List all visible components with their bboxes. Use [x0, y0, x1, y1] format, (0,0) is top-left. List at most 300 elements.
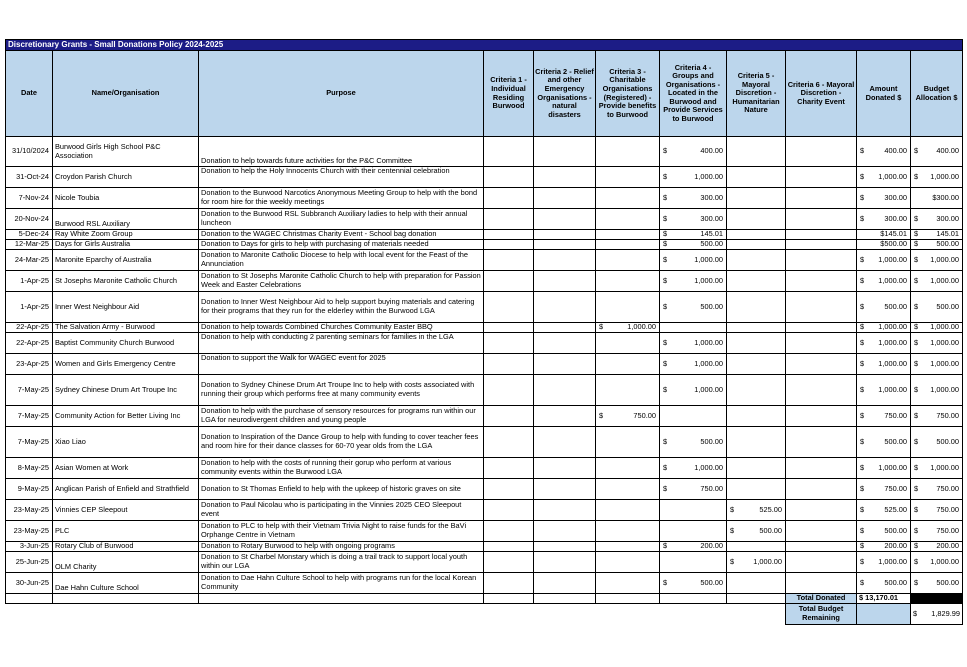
criteria-5-cell [727, 209, 786, 230]
name-cell: Women and Girls Emergency Centre [53, 354, 199, 375]
criteria-4-cell [660, 573, 727, 594]
header-purpose: Purpose [199, 51, 484, 137]
name-cell: Vinnies CEP Sleepout [53, 500, 199, 521]
budget-cell [911, 479, 963, 500]
criteria-6-cell [786, 250, 857, 271]
currency-symbol: $ [914, 483, 919, 493]
criteria-2-cell [534, 552, 596, 573]
header-criteria-4: Criteria 4 - Groups and Organisations - Located in the Burwood and Provide Services to Burwood [660, 51, 727, 137]
currency-symbol: $ [663, 337, 668, 347]
name-cell: Rotary Club of Burwood [53, 542, 199, 552]
name-cell: Sydney Chinese Drum Art Troupe Inc [53, 375, 199, 406]
criteria-3-cell [596, 479, 660, 500]
criteria-2-cell [534, 333, 596, 354]
currency-symbol: $ [860, 358, 865, 368]
table-row [6, 292, 963, 323]
criteria-3-cell [596, 230, 660, 240]
criteria-4-cell [660, 479, 727, 500]
criteria-3-cell [596, 323, 660, 333]
date-cell: 25-Jun-25 [6, 552, 53, 573]
date-cell: 20-Nov-24 [6, 209, 53, 230]
table-row [6, 271, 963, 292]
money-value: 1,000.00 [878, 358, 907, 368]
money-value: 1,000.00 [930, 556, 960, 566]
criteria-3-cell [596, 427, 660, 458]
currency-symbol: $ [914, 322, 919, 332]
currency-symbol: $ [860, 483, 865, 493]
money-value: 500.00 [884, 436, 907, 446]
criteria-1-cell [484, 354, 534, 375]
money-value: 1,000.00 [627, 322, 656, 332]
currency-symbol: $ [860, 322, 865, 332]
currency-symbol: $ [860, 275, 865, 285]
money-value: 1,000.00 [878, 337, 907, 347]
criteria-4-cell [660, 137, 727, 167]
total-remaining-value-cell [911, 604, 963, 625]
date-cell: 7-May-25 [6, 375, 53, 406]
criteria-1-cell [484, 427, 534, 458]
currency-symbol: $ [860, 146, 865, 156]
table-row [6, 406, 963, 427]
criteria-2-cell [534, 137, 596, 167]
money-value: 500.00 [884, 525, 907, 535]
amount-cell [857, 354, 911, 375]
date-cell: 23-Apr-25 [6, 354, 53, 375]
budget-cell [911, 240, 963, 250]
money-value: 1,000.00 [930, 337, 960, 347]
criteria-2-cell [534, 354, 596, 375]
criteria-1-cell [484, 375, 534, 406]
money-value: 200.00 [700, 541, 723, 551]
currency-symbol: $ [663, 192, 668, 202]
budget-cell [911, 573, 963, 594]
criteria-5-cell [727, 292, 786, 323]
money-value: 300.00 [700, 192, 723, 202]
criteria-1-cell [484, 209, 534, 230]
currency-symbol: $ [860, 462, 865, 472]
money-value: 1,000.00 [930, 462, 960, 472]
criteria-4-cell [660, 323, 727, 333]
spacer-cell [727, 604, 786, 625]
budget-cell [911, 188, 963, 209]
name-cell: The Salvation Army - Burwood [53, 323, 199, 333]
table-row [6, 240, 963, 250]
money-value: 1,000.00 [694, 384, 723, 394]
header-criteria-1: Criteria 1 - Individual Residing Burwood [484, 51, 534, 137]
criteria-3-cell [596, 552, 660, 573]
criteria-1-cell [484, 250, 534, 271]
spacer-cell [53, 594, 199, 604]
money-value: 1,000.00 [878, 254, 907, 264]
currency-symbol: $ [914, 275, 919, 285]
money-value: 750.00 [936, 525, 960, 535]
criteria-6-cell [786, 137, 857, 167]
date-cell: 22-Apr-25 [6, 333, 53, 354]
criteria-2-cell [534, 250, 596, 271]
money-value: 750.00 [936, 504, 960, 514]
money-value: 1,000.00 [930, 322, 960, 332]
amount-cell [857, 167, 911, 188]
table-row [6, 250, 963, 271]
table-row [6, 333, 963, 354]
criteria-1-cell [484, 333, 534, 354]
date-cell: 31-Oct-24 [6, 167, 53, 188]
money-value: 145.01 [936, 229, 960, 239]
money-value: 525.00 [884, 504, 907, 514]
date-cell: 1-Apr-25 [6, 271, 53, 292]
money-value: 1,000.00 [694, 171, 723, 181]
spacer-cell [199, 594, 484, 604]
purpose-cell: Donation to support the Walk for WAGEC event for 2025 [199, 354, 484, 375]
currency-symbol: $ [914, 171, 919, 181]
criteria-4-cell [660, 333, 727, 354]
purpose-cell: Donation to Paul Nicolau who is participating in the Vinnies 2025 CEO Sleepout event [199, 500, 484, 521]
table-row [6, 188, 963, 209]
criteria-3-cell [596, 292, 660, 323]
currency-symbol: $ [599, 410, 604, 420]
name-cell: Days for Girls Australia [53, 240, 199, 250]
total-remaining-label: Total Budget Remaining [786, 604, 857, 625]
header-criteria-5: Criteria 5 - Mayoral Discretion - Humanitarian Nature [727, 51, 786, 137]
criteria-5-cell [727, 188, 786, 209]
name-cell: Maronite Eparchy of Australia [53, 250, 199, 271]
amount-cell [857, 323, 911, 333]
total-donated-blank [911, 594, 963, 604]
criteria-5-cell [727, 552, 786, 573]
money-value: 500.00 [936, 436, 960, 446]
criteria-1-cell [484, 406, 534, 427]
spacer-cell [660, 604, 727, 625]
date-cell: 5-Dec-24 [6, 230, 53, 240]
money-value: 1,000.00 [930, 171, 960, 181]
currency-symbol: $ [730, 525, 735, 535]
money-value: 750.00 [700, 483, 723, 493]
money-value: 400.00 [884, 146, 907, 156]
criteria-6-cell [786, 230, 857, 240]
criteria-2-cell [534, 573, 596, 594]
amount-cell [857, 427, 911, 458]
criteria-1-cell [484, 573, 534, 594]
amount-cell [857, 542, 911, 552]
money-value: 1,000.00 [878, 384, 907, 394]
money-value: 500.00 [884, 577, 907, 587]
criteria-5-cell [727, 240, 786, 250]
budget-cell [911, 323, 963, 333]
date-cell: 24-Mar-25 [6, 250, 53, 271]
budget-cell [911, 250, 963, 271]
criteria-3-cell [596, 521, 660, 542]
criteria-2-cell [534, 230, 596, 240]
currency-symbol: $ [663, 462, 668, 472]
currency-symbol: $ [663, 541, 668, 551]
purpose-cell: Donation to Dae Hahn Culture School to help with programs run for the local Korean Community [199, 573, 484, 594]
table-row [6, 479, 963, 500]
spacer-cell [6, 604, 53, 625]
criteria-5-cell [727, 500, 786, 521]
table-row [6, 500, 963, 521]
purpose-cell: Donation to Inner West Neighbour Aid to help support buying materials and catering for their programs that they run for the elderley within the Burwood LGA [199, 292, 484, 323]
money-value: 1,000.00 [878, 275, 907, 285]
criteria-4-cell [660, 240, 727, 250]
total-remaining-value: 1,829.99 [931, 608, 961, 618]
purpose-cell: Donation to help towards Combined Churches Community Easter BBQ [199, 323, 484, 333]
currency-symbol: $ [914, 410, 919, 420]
spacer-cell [484, 594, 534, 604]
purpose-cell: Donation to Rotary Burwood to help with ongoing programs [199, 542, 484, 552]
criteria-6-cell [786, 542, 857, 552]
criteria-3-cell [596, 250, 660, 271]
table-row [6, 375, 963, 406]
criteria-3-cell [596, 209, 660, 230]
currency-symbol: $ [860, 337, 865, 347]
spacer-cell [199, 604, 484, 625]
purpose-cell: Donation to Maronite Catholic Diocese to help with local event for the Feast of the Annunciation [199, 250, 484, 271]
amount-cell [857, 573, 911, 594]
criteria-3-cell [596, 137, 660, 167]
currency-symbol: $ [860, 192, 865, 202]
criteria-5-cell [727, 137, 786, 167]
criteria-4-cell [660, 167, 727, 188]
name-cell: Asian Women at Work [53, 458, 199, 479]
criteria-6-cell [786, 167, 857, 188]
criteria-2-cell [534, 406, 596, 427]
purpose-cell: Donation to Inspiration of the Dance Group to help with funding to cover teacher fees and room hire for their dance classes for 60-70 year olds from the LGA [199, 427, 484, 458]
criteria-4-cell [660, 500, 727, 521]
amount-cell [857, 479, 911, 500]
name-cell: Xiao Liao [53, 427, 199, 458]
criteria-2-cell [534, 427, 596, 458]
currency-symbol: $ [860, 525, 865, 535]
date-cell: 23-May-25 [6, 500, 53, 521]
currency-symbol: $ [914, 541, 919, 551]
criteria-5-cell [727, 406, 786, 427]
money-value: 200.00 [936, 541, 960, 551]
money-value: 400.00 [700, 146, 723, 156]
money-value: 750.00 [936, 483, 960, 493]
date-cell: 9-May-25 [6, 479, 53, 500]
criteria-6-cell [786, 375, 857, 406]
spacer-cell [596, 594, 660, 604]
money-value: $145.01 [880, 229, 907, 239]
currency-symbol: $ [860, 213, 865, 223]
money-value: 500.00 [700, 301, 723, 311]
criteria-6-cell [786, 271, 857, 292]
amount-cell [857, 250, 911, 271]
header-criteria-2: Criteria 2 - Relief and other Emergency Organisations - natural disasters [534, 51, 596, 137]
budget-cell [911, 542, 963, 552]
criteria-1-cell [484, 240, 534, 250]
money-value: 1,000.00 [930, 254, 960, 264]
criteria-4-cell [660, 188, 727, 209]
amount-cell [857, 292, 911, 323]
budget-cell [911, 354, 963, 375]
currency-symbol: $ [599, 322, 604, 332]
date-cell: 3-Jun-25 [6, 542, 53, 552]
criteria-6-cell [786, 323, 857, 333]
criteria-1-cell [484, 552, 534, 573]
criteria-5-cell [727, 375, 786, 406]
currency-symbol: $ [914, 556, 919, 566]
criteria-4-cell [660, 406, 727, 427]
amount-cell [857, 271, 911, 292]
currency-symbol: $ [860, 556, 865, 566]
criteria-3-cell [596, 406, 660, 427]
currency-symbol: $ [663, 213, 668, 223]
criteria-5-cell [727, 542, 786, 552]
header-criteria-6: Criteria 6 - Mayoral Discretion - Charity Event [786, 51, 857, 137]
currency-symbol: $ [663, 577, 668, 587]
date-cell: 1-Apr-25 [6, 292, 53, 323]
sheet-title: Discretionary Grants - Small Donations Policy 2024-2025 [6, 40, 963, 51]
table-row [6, 354, 963, 375]
name-cell: Anglican Parish of Enfield and Strathfield [53, 479, 199, 500]
table-row [6, 552, 963, 573]
name-cell: PLC [53, 521, 199, 542]
criteria-4-cell [660, 292, 727, 323]
currency-symbol: $ [663, 301, 668, 311]
amount-cell [857, 406, 911, 427]
name-cell: Nicole Toubia [53, 188, 199, 209]
money-value: 300.00 [884, 192, 907, 202]
criteria-1-cell [484, 500, 534, 521]
criteria-2-cell [534, 292, 596, 323]
criteria-2-cell [534, 271, 596, 292]
name-cell: Burwood RSL Auxiliary [53, 209, 199, 230]
name-cell: Community Action for Better Living Inc [53, 406, 199, 427]
currency-symbol: $ [663, 358, 668, 368]
currency-symbol: $ [914, 301, 919, 311]
currency-symbol: $ [914, 462, 919, 472]
money-value: 1,000.00 [930, 275, 960, 285]
date-cell: 12-Mar-25 [6, 240, 53, 250]
criteria-4-cell [660, 354, 727, 375]
spacer-cell [53, 604, 199, 625]
criteria-5-cell [727, 427, 786, 458]
money-value: 1,000.00 [878, 171, 907, 181]
spacer-cell [660, 594, 727, 604]
budget-cell [911, 458, 963, 479]
criteria-3-cell [596, 271, 660, 292]
currency-symbol: $ [663, 384, 668, 394]
criteria-6-cell [786, 427, 857, 458]
criteria-3-cell [596, 500, 660, 521]
table-row [6, 137, 963, 167]
money-value: 1,000.00 [878, 556, 907, 566]
currency-symbol: $ [663, 146, 668, 156]
criteria-1-cell [484, 167, 534, 188]
budget-cell [911, 406, 963, 427]
money-value: 1,000.00 [930, 384, 960, 394]
currency-symbol: $ [914, 239, 919, 249]
budget-cell [911, 271, 963, 292]
currency-symbol: $ [914, 337, 919, 347]
table-row [6, 573, 963, 594]
criteria-5-cell [727, 230, 786, 240]
currency-symbol: $ [663, 483, 668, 493]
criteria-2-cell [534, 240, 596, 250]
purpose-cell: Donation to help the Holy Innocents Church with their centennial celebration [199, 167, 484, 188]
money-value: 300.00 [936, 213, 960, 223]
currency-symbol: $ [914, 213, 919, 223]
purpose-cell: Donation to help towards future activities for the P&C Committee [199, 137, 484, 167]
currency-symbol: $ [860, 384, 865, 394]
table-row [6, 209, 963, 230]
date-cell: 7-May-25 [6, 406, 53, 427]
money-value: 1,000.00 [694, 337, 723, 347]
criteria-6-cell [786, 479, 857, 500]
currency-symbol: $ [663, 254, 668, 264]
budget-cell [911, 292, 963, 323]
criteria-4-cell [660, 230, 727, 240]
table-row [6, 521, 963, 542]
money-value: 500.00 [700, 239, 723, 249]
currency-symbol: $ [860, 301, 865, 311]
date-cell: 7-May-25 [6, 427, 53, 458]
criteria-5-cell [727, 354, 786, 375]
criteria-1-cell [484, 521, 534, 542]
money-value: 1,000.00 [694, 275, 723, 285]
currency-symbol: $ [914, 577, 919, 587]
budget-cell [911, 230, 963, 240]
amount-cell [857, 240, 911, 250]
amount-cell [857, 458, 911, 479]
currency-symbol: $ [860, 577, 865, 587]
purpose-cell: Donation to help with the costs of running their gorup who perform at various community events within the Burwood LGA [199, 458, 484, 479]
criteria-4-cell [660, 209, 727, 230]
money-value: 1,000.00 [930, 358, 960, 368]
date-cell: 7-Nov-24 [6, 188, 53, 209]
total-remaining-blank [857, 604, 911, 625]
money-value: 500.00 [700, 577, 723, 587]
budget-cell [911, 552, 963, 573]
date-cell: 22-Apr-25 [6, 323, 53, 333]
criteria-1-cell [484, 292, 534, 323]
criteria-2-cell [534, 323, 596, 333]
amount-cell [857, 500, 911, 521]
purpose-cell: Donation to help with the purchase of sensory resources for programs run within our LGA for neurodivergent children and young people [199, 406, 484, 427]
currency-symbol: $ [913, 608, 918, 618]
currency-symbol: $ [663, 239, 668, 249]
money-value: 525.00 [759, 504, 782, 514]
amount-cell [857, 333, 911, 354]
purpose-cell: Donation to St Josephs Maronite Catholic Church to help with preparation for Passion Week and Easter Celebrations [199, 271, 484, 292]
purpose-cell: Donation to St Charbel Monstary which is doing a trail track to support local youth within our LGA [199, 552, 484, 573]
purpose-cell: Donation to Days for girls to help with purchasing of materials needed [199, 240, 484, 250]
money-value: 1,000.00 [878, 322, 907, 332]
money-value: $500.00 [880, 239, 907, 249]
total-donated-value: $ 13,170.01 [857, 594, 911, 604]
criteria-6-cell [786, 354, 857, 375]
header-date: Date [6, 51, 53, 137]
criteria-5-cell [727, 458, 786, 479]
criteria-1-cell [484, 188, 534, 209]
currency-symbol: $ [860, 171, 865, 181]
criteria-6-cell [786, 521, 857, 542]
purpose-cell: Donation to Sydney Chinese Drum Art Troupe Inc to help with costs associated with running their group which performs free at many community events [199, 375, 484, 406]
money-value: 500.00 [759, 525, 782, 535]
spacer-cell [534, 594, 596, 604]
total-remaining-row [6, 604, 963, 625]
currency-symbol: $ [914, 146, 919, 156]
money-value: 1,000.00 [694, 462, 723, 472]
table-row [6, 542, 963, 552]
date-cell: 8-May-25 [6, 458, 53, 479]
name-cell: Baptist Community Church Burwood [53, 333, 199, 354]
money-value: 145.01 [700, 229, 723, 239]
amount-cell [857, 209, 911, 230]
currency-symbol: $ [860, 504, 865, 514]
money-value: 1,000.00 [694, 254, 723, 264]
